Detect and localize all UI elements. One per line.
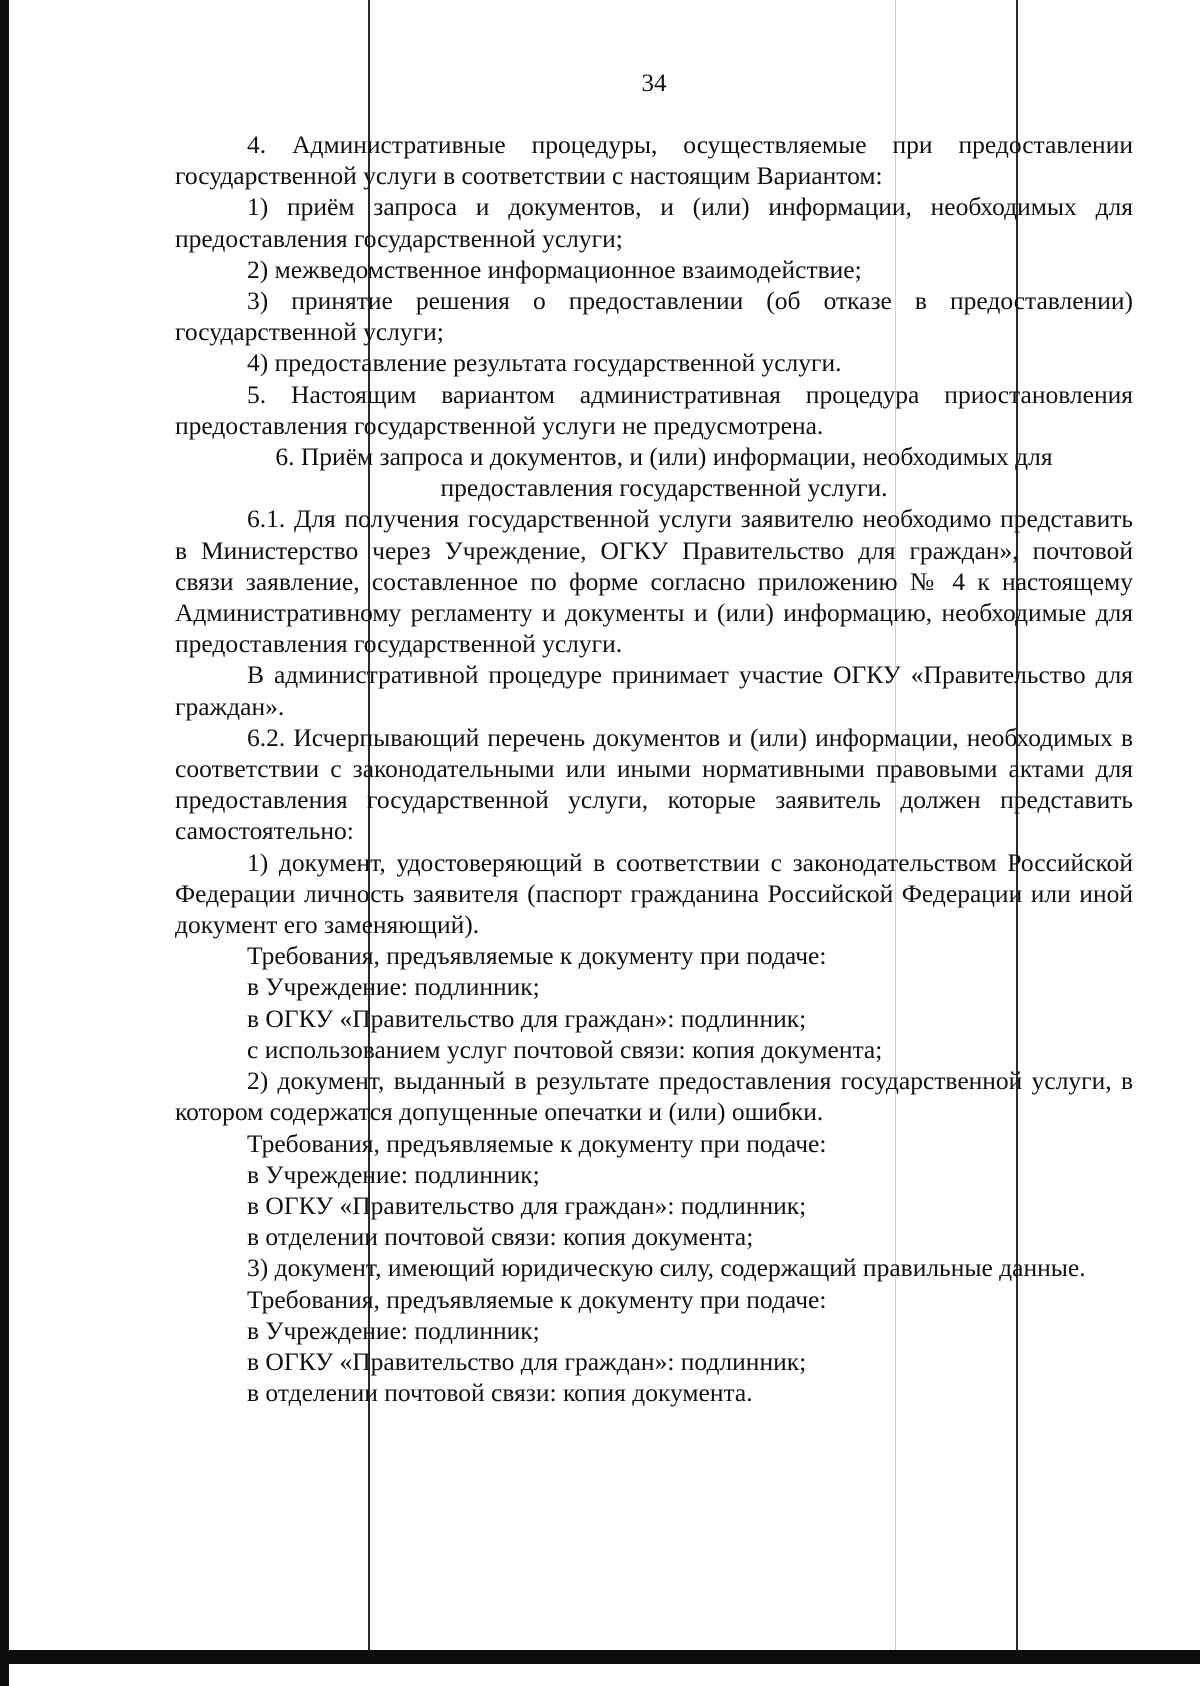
paragraph-6-2: 6.2. Исчерпывающий перечень документов и (или) информации, необходимых в соответствии с законодательными или иными нормативными правовыми актами для предоставления государственной услуги, которые заявитель должен представить самостоятельно: xyxy=(175,722,1133,846)
document-body xyxy=(175,129,1133,1408)
paragraph-4: 4. Административные процедуры, осуществляемые при предоставлении государственной услуги в соответствии с настоящим Вариантом: xyxy=(175,130,1133,191)
paragraph-participant: В административной процедуре принимает участие ОГКУ «Правительство для граждан». xyxy=(175,660,1133,721)
document-item-2: 2) документ, выданный в результате предоставления государственной услуги, в котором содержатся допущенные опечатки и (или) ошибки. xyxy=(175,1066,1133,1127)
paragraph-4-item-3: 3) принятие решения о предоставлении (об отказе в предоставлении) государственной услуги; xyxy=(175,286,1133,347)
requirement-3-ogku: в ОГКУ «Правительство для граждан»: подлинник; xyxy=(247,1346,807,1376)
requirement-1-institution: в Учреждение: подлинник; xyxy=(247,972,540,1002)
requirement-1-ogku: в ОГКУ «Правительство для граждан»: подлинник; xyxy=(247,1003,807,1033)
paragraph-6-1: 6.1. Для получения государственной услуги заявителю необходимо представить в Министерство через Учреждение, ОГКУ Правительство для граждан», почтовой связи заявление, составленное по форме согласно приложению № 4 к настоящему Административному регламенту и документы и (или) информацию, необходимые для предоставления государственной услуги. xyxy=(175,504,1133,659)
document-item-3: 3) документ, имеющий юридическую силу, содержащий правильные данные. xyxy=(247,1253,1086,1283)
section-heading-6: 6. Приём запроса и документов, и (или) информации, необходимых для предоставления государственной услуги. xyxy=(275,442,1053,503)
page-number: 34 xyxy=(641,70,667,97)
document-item-1: 1) документ, удостоверяющий в соответствии с законодательством Российской Федерации личность заявителя (паспорт гражданина Российской Федерации или иной документ его заменяющий). xyxy=(175,847,1133,940)
paragraph-5: 5. Настоящим вариантом административная процедура приостановления предоставления государственной услуги не предусмотрена. xyxy=(175,379,1133,440)
scan-bottom-edge xyxy=(0,1650,1200,1664)
paragraph-4-item-4: 4) предоставление результата государственной услуги. xyxy=(247,348,842,378)
requirement-3-post: в отделении почтовой связи: копия документа. xyxy=(247,1378,753,1408)
requirements-heading-1: Требования, предъявляемые к документу при подаче: xyxy=(247,941,827,971)
requirement-3-institution: в Учреждение: подлинник; xyxy=(247,1315,540,1345)
requirement-2-ogku: в ОГКУ «Правительство для граждан»: подлинник; xyxy=(247,1190,807,1220)
paragraph-4-item-2: 2) межведомственное информационное взаимодействие; xyxy=(247,254,862,284)
requirements-heading-3: Требования, предъявляемые к документу при подаче: xyxy=(247,1284,827,1314)
requirement-2-institution: в Учреждение: подлинник; xyxy=(247,1159,540,1189)
paragraph-4-item-1: 1) приём запроса и документов, и (или) информации, необходимых для предоставления государственной услуги; xyxy=(175,192,1133,253)
requirement-2-post: в отделении почтовой связи: копия документа; xyxy=(247,1222,754,1252)
requirements-heading-2: Требования, предъявляемые к документу при подаче: xyxy=(247,1128,827,1158)
requirement-1-post: с использованием услуг почтовой связи: копия документа; xyxy=(247,1034,883,1064)
scan-left-edge xyxy=(0,0,9,1686)
